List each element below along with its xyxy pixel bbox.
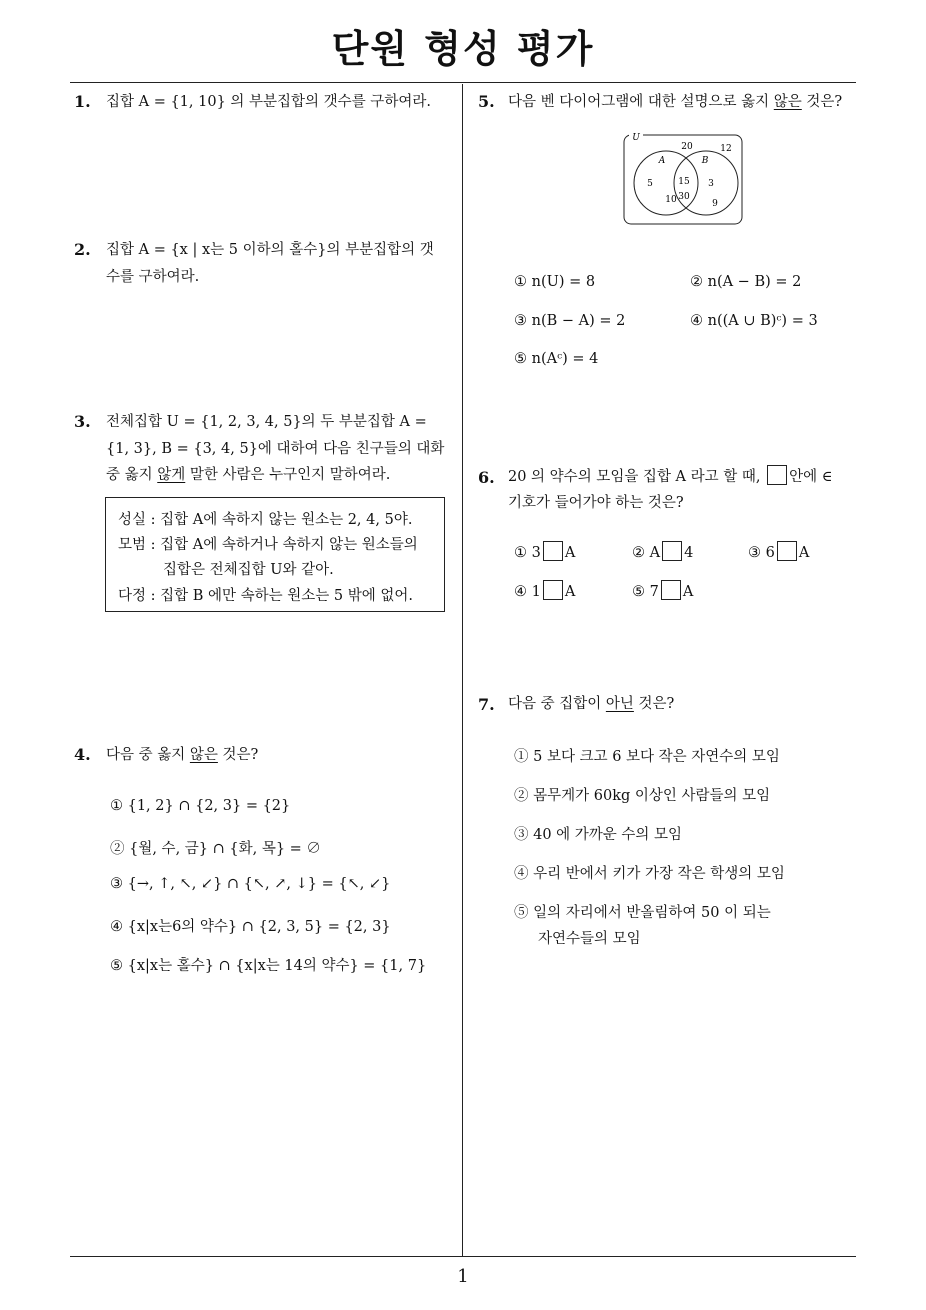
text-span: ② A xyxy=(632,545,661,561)
text-span: 것은? xyxy=(633,696,675,712)
venn-label-u: U xyxy=(632,133,640,143)
question-number: 5. xyxy=(478,92,495,111)
question-text-line: 수를 구하여라. xyxy=(106,269,200,285)
choice-4 xyxy=(514,580,575,600)
text-span: 다음 벤 다이어그램에 대한 설명으로 옳지 xyxy=(508,94,774,110)
choice-2: ② {월, 수, 금} ∩ {화, 목} = ∅ xyxy=(110,841,321,857)
choice-2: ② 몸무게가 60kg 이상인 사람들의 모임 xyxy=(514,788,771,804)
text-span: 다음 중 집합이 xyxy=(508,696,606,712)
question-text: 집합 A = {1, 10} 의 부분집합의 갯수를 구하여라. xyxy=(106,94,431,110)
text-span: A xyxy=(682,584,694,600)
venn-value: 20 xyxy=(681,142,693,152)
choice-2 xyxy=(632,541,693,561)
choice-3: ③ 40 에 가까운 수의 모임 xyxy=(514,827,683,843)
question-number: 6. xyxy=(478,468,495,487)
venn-value: 15 xyxy=(678,177,690,187)
question-text-line xyxy=(106,462,390,489)
text-span: ① 3 xyxy=(514,545,541,561)
text-span: 다음 중 옳지 xyxy=(106,747,190,763)
underlined-keyword: 아닌 xyxy=(605,696,634,712)
text-span: ④ 1 xyxy=(514,584,541,600)
choice-5 xyxy=(632,580,693,600)
underlined-keyword: 않은 xyxy=(773,94,802,110)
choice-4: ④ n((A ∪ B)ᶜ) = 3 xyxy=(690,313,818,329)
dialog-line: 모범 : 집합 A에 속하거나 속하지 않는 원소들의 xyxy=(118,537,418,553)
choice-1: ① n(U) = 8 xyxy=(514,274,596,290)
top-rule xyxy=(70,82,856,83)
choice-5: ⑤ 일의 자리에서 반올림하여 50 이 되는 xyxy=(514,905,771,921)
dialog-line: 성실 : 집합 A에 속하지 않는 원소는 2, 4, 5야. xyxy=(118,512,413,528)
question-number: 4. xyxy=(74,745,91,764)
text-span: 말한 사람은 누구인지 말하여라. xyxy=(185,467,391,483)
choice-3: ③ {→, ↑, ↖, ↙} ∩ {↖, ↗, ↓} = {↖, ↙} xyxy=(110,876,391,892)
question-text xyxy=(508,691,674,718)
text-span: ⑤ 7 xyxy=(632,584,659,600)
choice-4: ④ 우리 반에서 키가 가장 작은 학생의 모임 xyxy=(514,866,785,882)
underlined-keyword: 않게 xyxy=(157,467,186,483)
underlined-keyword: 않은 xyxy=(189,747,218,763)
question-text xyxy=(508,89,842,116)
venn-value: 30 xyxy=(678,192,690,202)
blank-box xyxy=(543,580,563,600)
question-text-line: 전체집합 U = {1, 2, 3, 4, 5}의 두 부분집합 A = xyxy=(106,414,427,430)
venn-value: 9 xyxy=(712,199,718,209)
page-title: 단원 형성 평가 xyxy=(331,27,595,71)
venn-value: 5 xyxy=(647,179,653,189)
question-number: 2. xyxy=(74,240,91,259)
question-text-line: {1, 3}, B = {3, 4, 5}에 대하여 다음 친구들의 대화 xyxy=(106,441,445,457)
text-span: 것은? xyxy=(217,747,259,763)
text-span: A xyxy=(564,584,576,600)
choice-5-continuation: 자연수들의 모임 xyxy=(538,931,641,947)
text-span: 20 의 약수의 모임을 집합 A 라고 할 때, xyxy=(508,469,761,485)
dialog-line: 다정 : 집합 B 에만 속하는 원소는 5 밖에 없어. xyxy=(118,588,413,604)
dialog-line: 집합은 전체집합 U와 같아. xyxy=(163,562,334,578)
text-span: 안에 ∈ xyxy=(789,469,833,485)
choice-1: ① {1, 2} ∩ {2, 3} = {2} xyxy=(110,798,291,814)
venn-value: 3 xyxy=(708,179,714,189)
dialog-box xyxy=(105,497,445,612)
venn-value: 12 xyxy=(720,144,732,154)
blank-box xyxy=(661,580,681,600)
venn-label-b: B xyxy=(701,156,709,166)
venn-value: 10 xyxy=(665,195,677,205)
question-number: 3. xyxy=(74,412,91,431)
choice-4: ④ {x|x는6의 약수} ∩ {2, 3, 5} = {2, 3} xyxy=(110,919,391,935)
text-span: 중 옳지 xyxy=(106,467,158,483)
text-span: A xyxy=(564,545,576,561)
venn-diagram xyxy=(618,128,748,226)
venn-label-a: A xyxy=(658,156,666,166)
bottom-rule xyxy=(70,1256,856,1257)
blank-box xyxy=(767,465,787,485)
question-text-line xyxy=(508,464,832,491)
column-divider xyxy=(462,84,463,1257)
choice-1: ① 5 보다 크고 6 보다 작은 자연수의 모임 xyxy=(514,749,780,765)
text-span: A xyxy=(798,545,810,561)
choice-5: ⑤ n(Aᶜ) = 4 xyxy=(514,351,599,367)
question-text-line: 집합 A = {x | x는 5 이하의 홀수}의 부분집합의 갯 xyxy=(106,242,434,258)
page-number: 1 xyxy=(457,1266,469,1287)
choice-5: ⑤ {x|x는 홀수} ∩ {x|x는 14의 약수} = {1, 7} xyxy=(110,958,427,974)
choice-3 xyxy=(748,541,809,561)
question-number: 7. xyxy=(478,695,495,714)
question-number: 1. xyxy=(74,92,91,111)
text-span: 4 xyxy=(684,545,694,561)
question-text xyxy=(106,742,258,769)
question-text-line: 기호가 들어가야 하는 것은? xyxy=(508,495,684,511)
blank-box xyxy=(662,541,682,561)
text-span: ③ 6 xyxy=(748,545,775,561)
choice-1 xyxy=(514,541,575,561)
choice-2: ② n(A − B) = 2 xyxy=(690,274,802,290)
text-span: 것은? xyxy=(801,94,843,110)
blank-box xyxy=(543,541,563,561)
blank-box xyxy=(777,541,797,561)
choice-3: ③ n(B − A) = 2 xyxy=(514,313,626,329)
